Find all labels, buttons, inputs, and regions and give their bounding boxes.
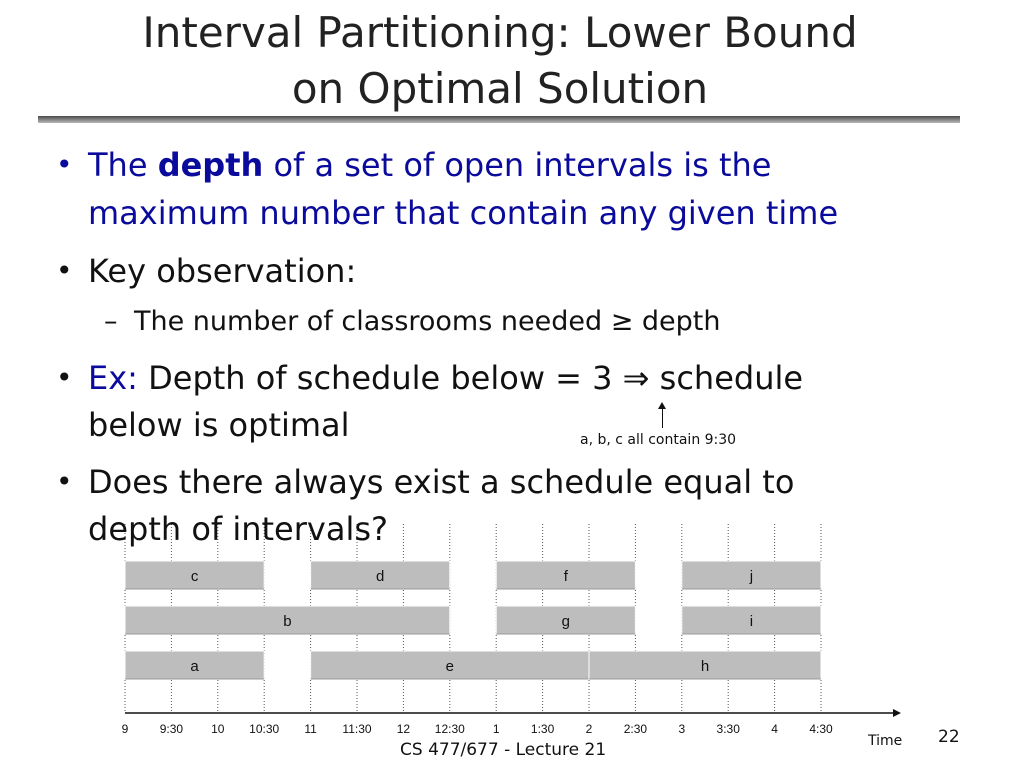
bullet-marker: • (56, 361, 73, 394)
time-tick-label: 9 (121, 722, 129, 736)
interval-label: j (749, 568, 754, 585)
time-tick-label: 11 (304, 722, 317, 736)
bullet-marker: • (56, 254, 73, 287)
bullet2-text: Key observation: (88, 252, 357, 290)
bullet3-line2: below is optimal (88, 406, 350, 444)
interval-label: c (190, 568, 199, 585)
time-tick-label: 2 (585, 722, 593, 736)
interval-label: g (561, 613, 570, 630)
interval-label: d (376, 568, 385, 585)
annotation-note: a, b, c all contain 9:30 (580, 432, 737, 448)
time-tick-label: 10:30 (249, 722, 280, 736)
time-tick-label: 3 (678, 722, 686, 736)
time-axis-label: Time (868, 733, 903, 749)
time-tick-label: 2:30 (623, 722, 648, 736)
time-tick-label: 3:30 (716, 722, 740, 736)
time-tick-label: 10 (211, 722, 225, 736)
time-tick-label: 12 (396, 722, 411, 736)
interval-label: f (563, 568, 568, 585)
bullet-marker: • (56, 465, 73, 498)
interval-label: e (445, 658, 454, 675)
bullet1-line2: maximum number that contain any given time (88, 194, 839, 232)
slide-title-line1: Interval Partitioning: Lower Bound (142, 8, 858, 57)
interval-label: h (700, 658, 710, 675)
axis-arrow-icon (893, 709, 901, 717)
time-tick-label: 1:30 (530, 722, 555, 736)
interval-label: a (190, 658, 199, 675)
bullet4-line2: depth of intervals? (88, 510, 388, 548)
time-tick-label: 11:30 (342, 722, 372, 736)
bullet1-suffix: of a set of open intervals is the (263, 146, 772, 184)
interval-label: i (749, 613, 754, 630)
bullet1-bold-term: depth (157, 146, 264, 184)
time-tick-label: 9:30 (159, 722, 184, 736)
time-tick-label: 4 (771, 722, 778, 736)
bullet3-ex: Ex: (88, 359, 138, 397)
bullet-marker: • (56, 148, 73, 181)
interval-label: b (283, 613, 292, 630)
time-tick-label: 12:30 (434, 722, 465, 736)
bullet1-prefix: The (88, 146, 158, 184)
sub-bullet-text: The number of classrooms needed ≥ depth (134, 306, 721, 337)
page-number: 22 (938, 727, 960, 747)
time-tick-label: 1 (492, 722, 500, 736)
footer-text: CS 477/677 - Lecture 21 (400, 740, 607, 760)
bullet3-rest: Depth of schedule below = 3 ⇒ schedule (137, 359, 804, 397)
sub-bullet-dash: – (104, 306, 118, 337)
bullet4-line1: Does there always exist a schedule equal to (88, 463, 795, 501)
slide-title-line2: on Optimal Solution (291, 64, 709, 113)
time-tick-label: 4:30 (809, 722, 833, 736)
